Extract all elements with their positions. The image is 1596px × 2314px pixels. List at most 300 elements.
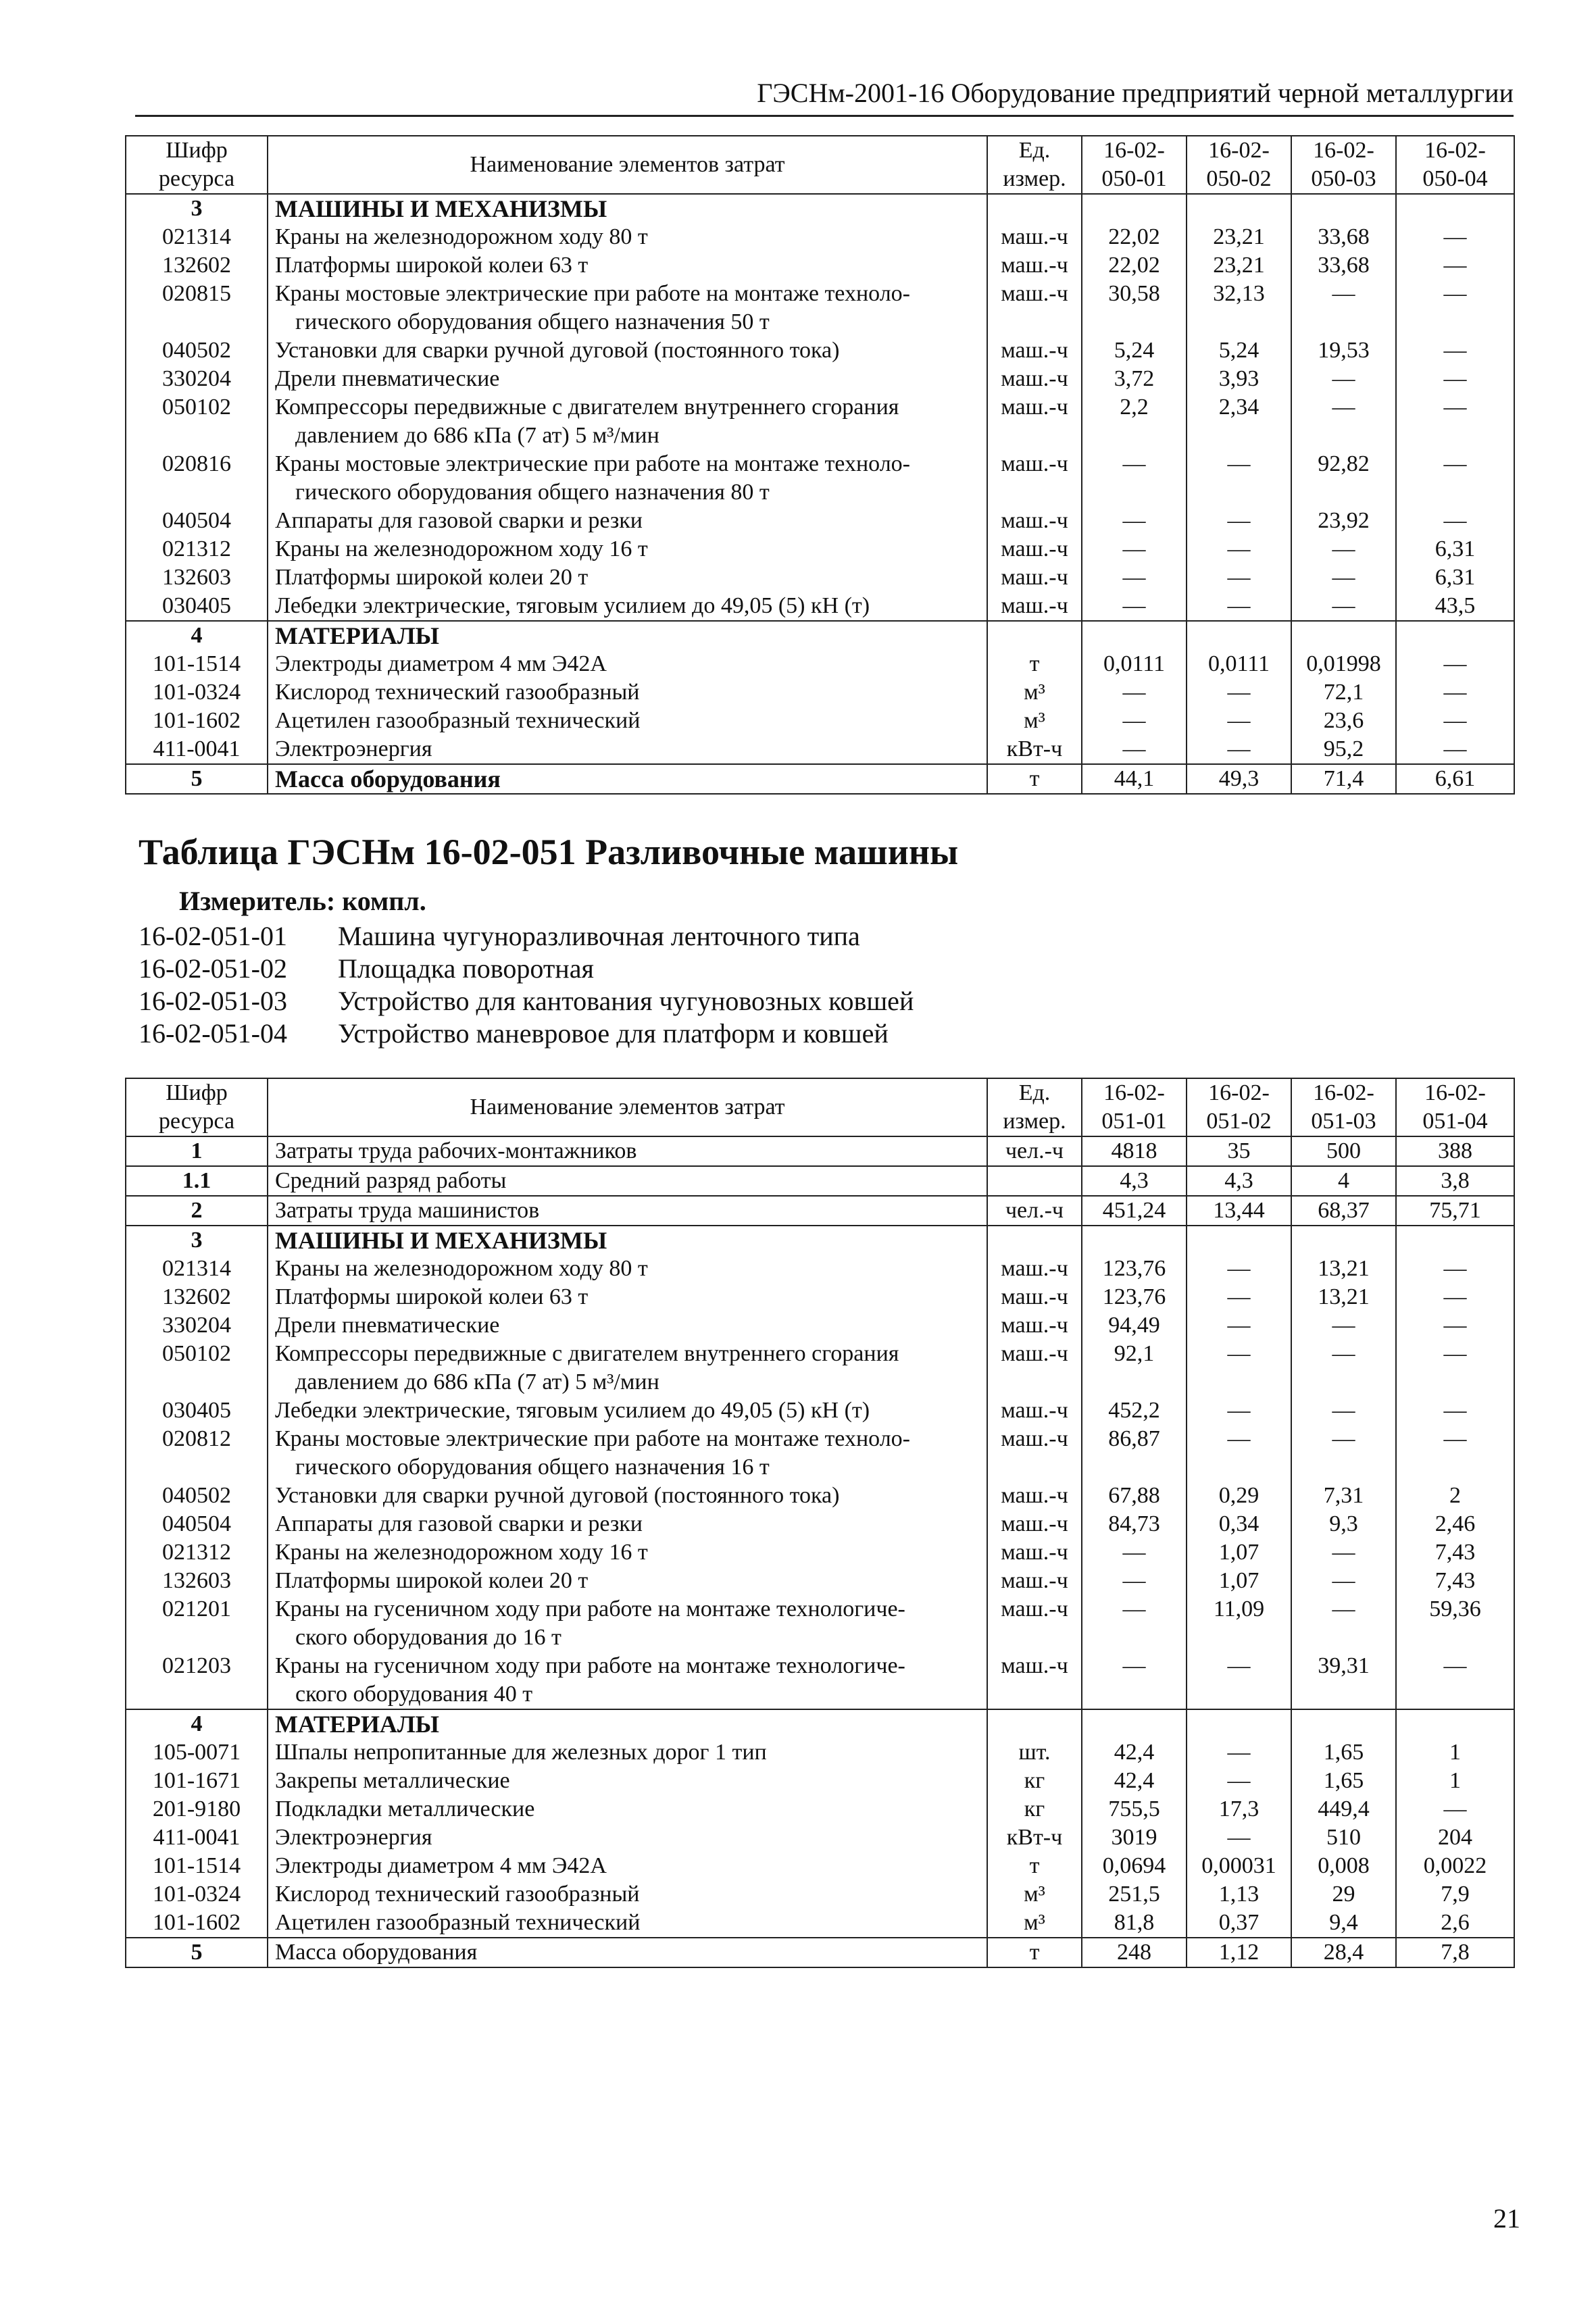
- cost-item-name: [268, 1482, 987, 1510]
- value-cell: 388: [1396, 1136, 1514, 1166]
- table-row: [126, 1738, 1514, 1767]
- value-cell: 49,3: [1187, 764, 1291, 794]
- cost-item-name-line: МАТЕРИАЛЫ: [275, 622, 439, 649]
- unit-cell: маш.-ч: [987, 1510, 1082, 1538]
- resource-code: 132603: [126, 563, 268, 592]
- value-cell: —: [1291, 393, 1396, 450]
- cost-item-name: [268, 1738, 987, 1767]
- unit-cell: маш.-ч: [987, 223, 1082, 251]
- table-row: [126, 678, 1514, 707]
- value-cell: 1: [1396, 1738, 1514, 1767]
- cost-item-name-line: Электроды диаметром 4 мм Э42А: [275, 651, 607, 676]
- header-code: Шифр ресурса: [126, 136, 268, 194]
- resource-code: 050102: [126, 393, 268, 450]
- value-cell: —: [1082, 450, 1187, 507]
- cost-item-name-line: Платформы широкой колеи 20 т: [275, 565, 589, 590]
- table-row: [126, 1482, 1514, 1510]
- value-cell: 35: [1187, 1136, 1291, 1166]
- cost-item-name: [268, 735, 987, 764]
- value-cell: —: [1396, 365, 1514, 393]
- value-cell: 0,00031: [1187, 1852, 1291, 1880]
- value-cell: 1,65: [1291, 1738, 1396, 1767]
- unit-cell: маш.-ч: [987, 507, 1082, 535]
- unit-cell: маш.-ч: [987, 1652, 1082, 1709]
- value-cell: 42,4: [1082, 1738, 1187, 1767]
- value-cell: 1,07: [1187, 1567, 1291, 1595]
- table-row: [126, 507, 1514, 535]
- value-cell: 30,58: [1082, 280, 1187, 336]
- value-cell: 11,09: [1187, 1595, 1291, 1652]
- header-col-1: 16-02- 050-01: [1082, 136, 1187, 194]
- cost-item-name: [268, 650, 987, 678]
- header-col-4: 16-02- 051-04: [1396, 1078, 1514, 1136]
- section-row: [126, 1136, 1514, 1166]
- spec-item: [139, 1017, 889, 1049]
- cost-item-name-line: Установки для сварки ручной дуговой (постоянного тока): [275, 1483, 840, 1508]
- value-cell: [1291, 1226, 1396, 1255]
- table-row: [126, 1397, 1514, 1425]
- section-row: [126, 621, 1514, 650]
- cost-item-name: [268, 1136, 987, 1166]
- value-cell: 13,21: [1291, 1283, 1396, 1311]
- value-cell: [1082, 1226, 1187, 1255]
- resource-code: 040502: [126, 336, 268, 365]
- section-row: [126, 1709, 1514, 1738]
- resource-code: 4: [126, 1709, 268, 1738]
- spec-text: Устройство для кантования чугуновозных ковшей: [338, 986, 914, 1016]
- resource-code: 201-9180: [126, 1795, 268, 1823]
- resource-code: 132602: [126, 251, 268, 280]
- value-cell: —: [1187, 678, 1291, 707]
- cost-item-name-line: Аппараты для газовой сварки и резки: [275, 508, 643, 533]
- value-cell: 32,13: [1187, 280, 1291, 336]
- table-row: [126, 1538, 1514, 1567]
- value-cell: —: [1396, 650, 1514, 678]
- value-cell: —: [1291, 563, 1396, 592]
- header-name: Наименование элементов затрат: [268, 1078, 987, 1136]
- header-name: Наименование элементов затрат: [268, 136, 987, 194]
- unit-cell: маш.-ч: [987, 365, 1082, 393]
- table-row: [126, 1852, 1514, 1880]
- value-cell: —: [1187, 1397, 1291, 1425]
- value-cell: 59,36: [1396, 1595, 1514, 1652]
- value-cell: 81,8: [1082, 1909, 1187, 1938]
- table-row: [126, 707, 1514, 735]
- value-cell: 2,2: [1082, 393, 1187, 450]
- cost-item-name-line: Компрессоры передвижные с двигателем внутреннего сгорания: [275, 395, 899, 420]
- value-cell: —: [1396, 1283, 1514, 1311]
- cost-item-name: [268, 1595, 987, 1652]
- unit-cell: м³: [987, 1909, 1082, 1938]
- value-cell: —: [1291, 1567, 1396, 1595]
- resource-code: 040504: [126, 507, 268, 535]
- table-row: [126, 1823, 1514, 1852]
- resource-code: 330204: [126, 1311, 268, 1340]
- cost-item-name-line: Краны на железнодорожном ходу 16 т: [275, 1540, 648, 1565]
- table-row: [126, 735, 1514, 764]
- value-cell: 4: [1291, 1166, 1396, 1196]
- unit-cell: маш.-ч: [987, 1595, 1082, 1652]
- cost-item-name: [268, 678, 987, 707]
- value-cell: 72,1: [1291, 678, 1396, 707]
- value-cell: 4818: [1082, 1136, 1187, 1166]
- value-cell: —: [1291, 1425, 1396, 1482]
- value-cell: [1187, 621, 1291, 650]
- value-cell: —: [1291, 1340, 1396, 1397]
- cost-item-name: [268, 393, 987, 450]
- cost-item-name-line: Ацетилен газообразный технический: [275, 1910, 641, 1935]
- running-header: [135, 74, 1514, 117]
- unit-cell: маш.-ч: [987, 1567, 1082, 1595]
- value-cell: [1396, 194, 1514, 223]
- value-cell: 39,31: [1291, 1652, 1396, 1709]
- cost-item-name: [268, 194, 987, 223]
- value-cell: —: [1082, 707, 1187, 735]
- value-cell: 0,0111: [1082, 650, 1187, 678]
- spec-item: [139, 985, 914, 1017]
- value-cell: 1,13: [1187, 1880, 1291, 1909]
- spec-item: [139, 920, 860, 952]
- value-cell: 0,0111: [1187, 650, 1291, 678]
- cost-item-name-line: Аппараты для газовой сварки и резки: [275, 1511, 643, 1536]
- value-cell: [1082, 621, 1187, 650]
- value-cell: 23,21: [1187, 223, 1291, 251]
- value-cell: 33,68: [1291, 251, 1396, 280]
- value-cell: 1,65: [1291, 1767, 1396, 1795]
- value-cell: 4,3: [1187, 1166, 1291, 1196]
- cost-item-name: [268, 1166, 987, 1196]
- value-cell: 6,61: [1396, 764, 1514, 794]
- section-row: [126, 1938, 1514, 1967]
- value-cell: 510: [1291, 1823, 1396, 1852]
- value-cell: —: [1187, 735, 1291, 764]
- cost-item-name: [268, 450, 987, 507]
- unit-cell: кВт-ч: [987, 735, 1082, 764]
- resource-code: 021201: [126, 1595, 268, 1652]
- unit-cell: маш.-ч: [987, 592, 1082, 621]
- value-cell: 92,82: [1291, 450, 1396, 507]
- value-cell: —: [1396, 1340, 1514, 1397]
- value-cell: 33,68: [1291, 223, 1396, 251]
- unit-cell: [987, 1709, 1082, 1738]
- value-cell: 13,44: [1187, 1196, 1291, 1226]
- cost-item-name: [268, 1538, 987, 1567]
- cost-item-name-line: Краны на железнодорожном ходу 80 т: [275, 1256, 648, 1281]
- value-cell: 7,9: [1396, 1880, 1514, 1909]
- resource-code: 132603: [126, 1567, 268, 1595]
- resource-code: 2: [126, 1196, 268, 1226]
- value-cell: 9,3: [1291, 1510, 1396, 1538]
- section-row: [126, 194, 1514, 223]
- table-row: [126, 563, 1514, 592]
- value-cell: —: [1082, 678, 1187, 707]
- section-row: [126, 1196, 1514, 1226]
- cost-item-name: [268, 1340, 987, 1397]
- value-cell: [1187, 1226, 1291, 1255]
- cost-item-name-line: Платформы широкой колеи 63 т: [275, 253, 589, 278]
- value-cell: 3,72: [1082, 365, 1187, 393]
- unit-cell: маш.-ч: [987, 1425, 1082, 1482]
- cost-item-name: [268, 563, 987, 592]
- value-cell: 44,1: [1082, 764, 1187, 794]
- section-row: [126, 1166, 1514, 1196]
- cost-item-name: [268, 1852, 987, 1880]
- resource-code: 040504: [126, 1510, 268, 1538]
- value-cell: 23,21: [1187, 251, 1291, 280]
- value-cell: —: [1396, 678, 1514, 707]
- unit-cell: т: [987, 1938, 1082, 1967]
- value-cell: —: [1187, 507, 1291, 535]
- value-cell: 500: [1291, 1136, 1396, 1166]
- cost-item-name: [268, 1567, 987, 1595]
- resource-code: 4: [126, 621, 268, 650]
- cost-item-name-line: гического оборудования общего назначения 80 т: [295, 480, 770, 505]
- cost-item-name: [268, 1425, 987, 1482]
- resource-code: 020812: [126, 1425, 268, 1482]
- cost-item-name-line: Затраты труда рабочих-монтажников: [275, 1138, 637, 1163]
- resource-table-051: [125, 1078, 1515, 1968]
- resource-code: 1: [126, 1136, 268, 1166]
- value-cell: —: [1187, 1738, 1291, 1767]
- resource-code: 411-0041: [126, 1823, 268, 1852]
- value-cell: 7,43: [1396, 1538, 1514, 1567]
- value-cell: —: [1082, 592, 1187, 621]
- value-cell: —: [1396, 336, 1514, 365]
- cost-item-name-line: Краны на железнодорожном ходу 16 т: [275, 536, 648, 561]
- value-cell: 0,29: [1187, 1482, 1291, 1510]
- value-cell: —: [1396, 1425, 1514, 1482]
- value-cell: 7,8: [1396, 1938, 1514, 1967]
- spec-item: [139, 953, 594, 984]
- cost-item-name-line: Компрессоры передвижные с двигателем внутреннего сгорания: [275, 1341, 899, 1366]
- cost-item-name: [268, 1823, 987, 1852]
- value-cell: 3,8: [1396, 1166, 1514, 1196]
- value-cell: —: [1082, 507, 1187, 535]
- cost-item-name-line: МАТЕРИАЛЫ: [275, 1711, 439, 1738]
- unit-cell: маш.-ч: [987, 280, 1082, 336]
- cost-item-name-line: ского оборудования 40 т: [295, 1682, 533, 1707]
- value-cell: —: [1082, 1652, 1187, 1709]
- value-cell: 22,02: [1082, 251, 1187, 280]
- cost-item-name-line: гического оборудования общего назначения 50 т: [295, 309, 770, 334]
- value-cell: 5,24: [1082, 336, 1187, 365]
- unit-cell: маш.-ч: [987, 563, 1082, 592]
- value-cell: 2,6: [1396, 1909, 1514, 1938]
- cost-item-name-line: Дрели пневматические: [275, 366, 500, 391]
- value-cell: 29: [1291, 1880, 1396, 1909]
- value-cell: 13,21: [1291, 1255, 1396, 1283]
- value-cell: —: [1187, 1311, 1291, 1340]
- value-cell: —: [1082, 563, 1187, 592]
- cost-item-name-line: Лебедки электрические, тяговым усилием до 49,05 (5) кН (т): [275, 593, 870, 618]
- value-cell: 6,31: [1396, 535, 1514, 563]
- cost-item-name-line: Платформы широкой колеи 63 т: [275, 1284, 589, 1309]
- cost-item-name-line: Ацетилен газообразный технический: [275, 708, 641, 733]
- unit-cell: т: [987, 650, 1082, 678]
- resource-code: 330204: [126, 365, 268, 393]
- value-cell: 5,24: [1187, 336, 1291, 365]
- value-cell: [1396, 1709, 1514, 1738]
- value-cell: —: [1187, 707, 1291, 735]
- table-row: [126, 365, 1514, 393]
- cost-item-name: [268, 764, 987, 794]
- value-cell: —: [1396, 450, 1514, 507]
- cost-item-name-line: Краны на гусеничном ходу при работе на монтаже технологиче-: [275, 1653, 905, 1678]
- unit-cell: м³: [987, 678, 1082, 707]
- resource-code: 101-1602: [126, 1909, 268, 1938]
- value-cell: [1187, 194, 1291, 223]
- table-header-row: [126, 1078, 1514, 1136]
- value-cell: —: [1291, 592, 1396, 621]
- value-cell: [1187, 1709, 1291, 1738]
- cost-item-name-line: Платформы широкой колеи 20 т: [275, 1568, 589, 1593]
- table-row: [126, 251, 1514, 280]
- value-cell: —: [1291, 1595, 1396, 1652]
- cost-item-name: [268, 1795, 987, 1823]
- unit-cell: маш.-ч: [987, 393, 1082, 450]
- table-row: [126, 592, 1514, 621]
- unit-cell: [987, 621, 1082, 650]
- value-cell: 17,3: [1187, 1795, 1291, 1823]
- value-cell: —: [1396, 1652, 1514, 1709]
- value-cell: —: [1396, 1397, 1514, 1425]
- cost-item-name-line: Затраты труда машинистов: [275, 1198, 540, 1223]
- cost-item-name-line: Закрепы металлические: [275, 1768, 510, 1793]
- cost-item-name-line: Средний разряд работы: [275, 1168, 507, 1193]
- resource-code: 040502: [126, 1482, 268, 1510]
- header-unit: Ед. измер.: [987, 1078, 1082, 1136]
- value-cell: 0,01998: [1291, 650, 1396, 678]
- cost-item-name-line: Электроэнергия: [275, 1825, 432, 1850]
- table-row: [126, 1425, 1514, 1482]
- resource-code: 020816: [126, 450, 268, 507]
- unit-cell: маш.-ч: [987, 1311, 1082, 1340]
- spec-text: Устройство маневровое для платформ и ковшей: [338, 1018, 889, 1049]
- value-cell: 452,2: [1082, 1397, 1187, 1425]
- value-cell: —: [1396, 507, 1514, 535]
- cost-item-name: [268, 1311, 987, 1340]
- value-cell: 6,31: [1396, 563, 1514, 592]
- value-cell: —: [1187, 1283, 1291, 1311]
- resource-code: 3: [126, 194, 268, 223]
- value-cell: —: [1187, 450, 1291, 507]
- resource-code: 3: [126, 1226, 268, 1255]
- value-cell: —: [1187, 1255, 1291, 1283]
- cost-item-name-line: Дрели пневматические: [275, 1313, 500, 1338]
- cost-item-name-line: Краны на железнодорожном ходу 80 т: [275, 224, 648, 249]
- value-cell: 75,71: [1396, 1196, 1514, 1226]
- table-row: [126, 1510, 1514, 1538]
- unit-cell: шт.: [987, 1738, 1082, 1767]
- cost-item-name-line: Масса оборудования: [275, 1940, 478, 1965]
- resource-code: 101-1671: [126, 1767, 268, 1795]
- value-cell: —: [1396, 393, 1514, 450]
- value-cell: —: [1396, 1795, 1514, 1823]
- unit-cell: маш.-ч: [987, 1482, 1082, 1510]
- cost-item-name: [268, 1652, 987, 1709]
- unit-cell: маш.-ч: [987, 251, 1082, 280]
- table-row: [126, 1909, 1514, 1938]
- cost-item-name: [268, 1397, 987, 1425]
- resource-code: 105-0071: [126, 1738, 268, 1767]
- table-row: [126, 450, 1514, 507]
- table-row: [126, 1340, 1514, 1397]
- unit-cell: [987, 1166, 1082, 1196]
- unit-cell: маш.-ч: [987, 1397, 1082, 1425]
- spec-code: 16-02-051-04: [139, 1018, 287, 1049]
- resource-code: 411-0041: [126, 735, 268, 764]
- unit-cell: маш.-ч: [987, 535, 1082, 563]
- value-cell: 3019: [1082, 1823, 1187, 1852]
- value-cell: [1291, 621, 1396, 650]
- cost-item-name-line: гического оборудования общего назначения 16 т: [295, 1455, 770, 1480]
- table-row: [126, 1283, 1514, 1311]
- cost-item-name-line: Кислород технический газообразный: [275, 1882, 640, 1907]
- cost-item-name-line: Краны мостовые электрические при работе на монтаже техноло-: [275, 281, 910, 306]
- table-row: [126, 1311, 1514, 1340]
- value-cell: [1291, 194, 1396, 223]
- cost-item-name: [268, 1255, 987, 1283]
- cost-item-name-line: Краны на гусеничном ходу при работе на монтаже технологиче-: [275, 1596, 905, 1621]
- value-cell: —: [1291, 365, 1396, 393]
- value-cell: —: [1187, 1767, 1291, 1795]
- cost-item-name: [268, 251, 987, 280]
- value-cell: [1082, 194, 1187, 223]
- cost-item-name: [268, 592, 987, 621]
- value-cell: 248: [1082, 1938, 1187, 1967]
- value-cell: [1082, 1709, 1187, 1738]
- header-unit: Ед. измер.: [987, 136, 1082, 194]
- spec-code: 16-02-051-02: [139, 953, 287, 984]
- resource-code: 5: [126, 764, 268, 794]
- value-cell: —: [1187, 1823, 1291, 1852]
- value-cell: —: [1396, 223, 1514, 251]
- value-cell: —: [1291, 1538, 1396, 1567]
- unit-cell: маш.-ч: [987, 1538, 1082, 1567]
- table-row: [126, 1880, 1514, 1909]
- value-cell: —: [1082, 1567, 1187, 1595]
- section-row: [126, 764, 1514, 794]
- unit-cell: м³: [987, 707, 1082, 735]
- table-title: Таблица ГЭСНм 16-02-051 Разливочные машины: [139, 832, 959, 872]
- value-cell: 92,1: [1082, 1340, 1187, 1397]
- resource-code: 021312: [126, 1538, 268, 1567]
- value-cell: —: [1396, 1311, 1514, 1340]
- cost-item-name-line: Электроды диаметром 4 мм Э42А: [275, 1853, 607, 1878]
- table-row: [126, 1767, 1514, 1795]
- cost-item-name: [268, 280, 987, 336]
- cost-item-name: [268, 336, 987, 365]
- resource-table-050: [125, 135, 1515, 795]
- value-cell: 95,2: [1291, 735, 1396, 764]
- value-cell: —: [1291, 1311, 1396, 1340]
- cost-item-name-line: Масса оборудования: [275, 765, 501, 793]
- resource-code: 132602: [126, 1283, 268, 1311]
- measure-unit: Измеритель: компл.: [179, 886, 426, 916]
- unit-cell: кг: [987, 1795, 1082, 1823]
- resource-code: 050102: [126, 1340, 268, 1397]
- value-cell: 0,34: [1187, 1510, 1291, 1538]
- value-cell: —: [1187, 592, 1291, 621]
- unit-cell: маш.-ч: [987, 1340, 1082, 1397]
- value-cell: 449,4: [1291, 1795, 1396, 1823]
- value-cell: —: [1291, 1397, 1396, 1425]
- value-cell: 1,12: [1187, 1938, 1291, 1967]
- cost-item-name: [268, 1909, 987, 1938]
- cost-item-name: [268, 621, 987, 650]
- resource-code: 101-1514: [126, 650, 268, 678]
- value-cell: 0,008: [1291, 1852, 1396, 1880]
